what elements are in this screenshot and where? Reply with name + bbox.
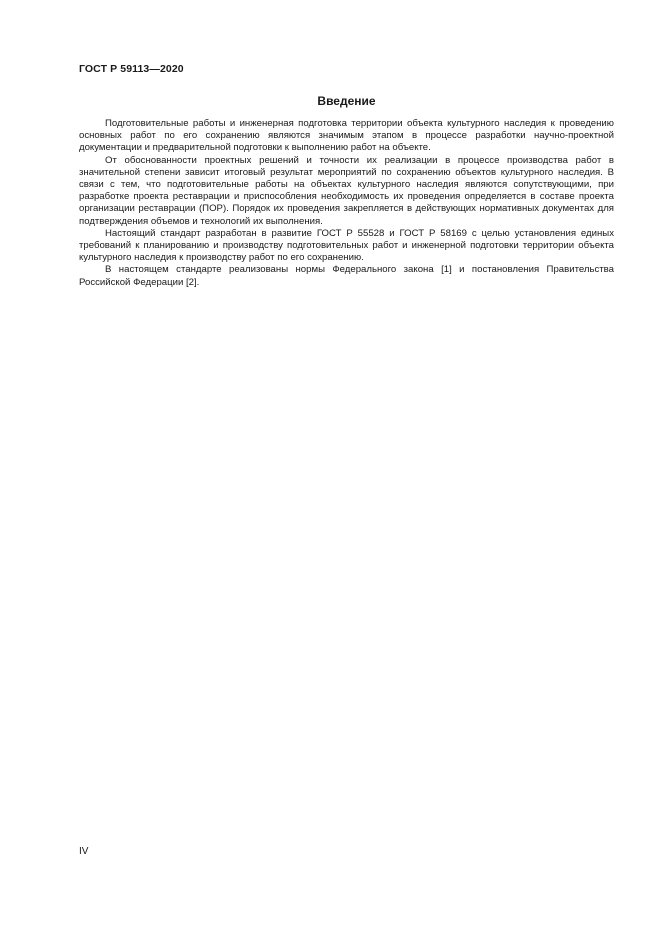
page-number: IV <box>79 846 89 857</box>
document-code-header: ГОСТ Р 59113—2020 <box>79 63 184 75</box>
introduction-body <box>79 118 614 289</box>
paragraph-3: Настоящий стандарт разработан в развитие ГОСТ Р 55528 и ГОСТ Р 58169 с целью установления единых требований к планированию и производству подготовительных работ и инженерной подготовки территории объекта культурного наследия к производству работ по его сохранению. <box>79 227 614 264</box>
paragraph-4: В настоящем стандарте реализованы нормы Федерального закона [1] и постановления Правительства Российской Федерации [2]. <box>79 264 614 288</box>
section-title: Введение <box>317 94 376 108</box>
paragraph-2: От обоснованности проектных решений и точности их реализации в процессе производства работ в значительной степени зависит итоговый результат мероприятий по сохранению объектов культурного наследия. В связи с тем, что подготовительные работы на объектах культурного наследия являются сопутствующими, при разработке проекта реставрации и приспособления необходимость их проведения определяется в составе проекта организации реставрации (ПОР). Порядок их проведения закрепляется в действующих нормативных документах для подтверждения объемов и технологий их выполнения. <box>79 154 614 227</box>
paragraph-1: Подготовительные работы и инженерная подготовка территории объекта культурного наследия к проведению основных работ по его сохранению являются значимым этапом в процессе разработки научно-проектной документации и предварительной подготовки к выполнению работ на объекте. <box>79 118 614 154</box>
